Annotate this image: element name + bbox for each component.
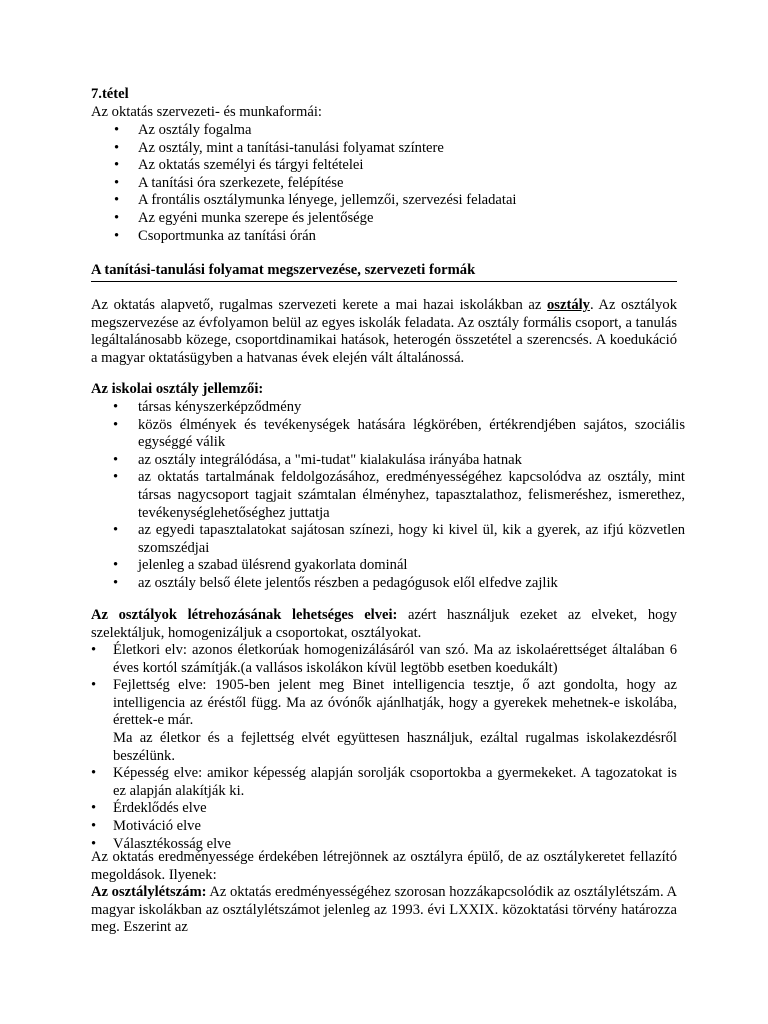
list-item: • Képesség elve: amikor képesség alapján sorolják csoportokba a gyermekeket. A tagozatokat is ez alapján alakítják ki. [91,765,677,800]
list-item: • az osztály integrálódása, a "mi-tudat" kialakulása irányába hatnak [91,452,685,470]
principles-heading: Az osztályok létrehozásának lehetséges elvei: [91,607,398,623]
paragraph-text: azért használjuk ezeket az elveket, hogy szelektáljuk, homogenizáljuk a csoportokat, osztályokat. [91,607,678,641]
list-item: • az osztály belső élete jelentős részben a pedagógusok elől elfedve zajlik [91,575,685,593]
keyword-osztaly: osztály [547,297,590,313]
list-item: • Motiváció elve [91,818,677,836]
section-heading: A tanítási-tanulási folyamat megszervezése, szervezeti formák [91,262,677,282]
paragraph-text: . Az osztályok megszervezése az évfolyamon belül az egyes iskolák feladata. Az osztály formális csoport, a tanulás legáltalánosabb közege, csoportdinamikai hatások, heterogén összetétel a szerencsés. A koedukáció a magyar oktatásügyben a hatvanas évek elején vált általánossá. [91,297,677,366]
list-item [91,677,677,765]
document-title: 7.tétel [91,86,129,102]
list-item-text: Fejlettség elve: 1905-ben jelent meg Binet intelligencia tesztje, ő azt gondolta, hogy az intelligencia az éréstől függ. Ma az óvónők ajánlhatják, hogy a gyerekek mehetnek-e iskolába, érettek-e már. [113,677,677,729]
features-heading: Az iskolai osztály jellemzői: [91,381,264,397]
list-item: • jelenleg a szabad ülésrend gyakorlata dominál [91,557,685,575]
features-list [91,399,685,593]
principle-note: Ma az életkor és a fejlettség elvét együttesen használjuk, ezáltal rugalmas iskolakezdésről beszélünk. [113,729,677,764]
principles-paragraph [91,607,677,642]
principles-list [91,642,677,853]
list-item: • Az egyéni munka szerepe és jelentősége [91,210,677,228]
class-size-heading: Az osztálylétszám: [91,884,207,901]
closing-paragraph: Az oktatás eredményessége érdekében létrejönnek az osztályra épülő, de az osztálykeretet fellazító megoldások. Ilyenek: [91,849,677,883]
list-item: • Az osztály fogalma [91,122,677,140]
class-size-paragraph [91,884,677,937]
paragraph-text: Az oktatás alapvető, rugalmas szervezeti kerete a mai hazai iskolákban az [91,297,547,313]
list-item: • az oktatás tartalmának feldolgozásához, eredményességéhez kapcsolódva az osztály, mint társas nagycsoport tagjait számtalan élményhez, tapasztalathoz, felismeréshez, ismerethez, tevékenységlehetőséghez juttatja [91,469,685,522]
list-item: • Az osztály, mint a tanítási-tanulási folyamat színtere [91,140,677,158]
closing-section [91,849,677,937]
list-item: • az egyedi tapasztalatokat sajátosan színezi, hogy ki kivel ül, kik a gyerek, az ifjú közvetlen szomszédjai [91,522,685,557]
list-item: • társas kényszerképződmény [91,399,685,417]
list-item: • Választékosság elve [91,836,677,854]
topics-intro: Az oktatás szervezeti- és munkaformái: [91,104,322,120]
list-item: • közös élmények és tevékenységek hatására légkörében, értékrendjében sajátos, szociális egységgé válik [91,417,685,452]
list-item: • Csoportmunka az tanítási órán [91,228,677,246]
list-item: • Életkori elv: azonos életkorúak homogenizálásáról van szó. Ma az iskolaérettséget általában 6 éves kortól számítják.(a vallásos iskolákon kívül legtöbb esetben koedukált) [91,642,677,677]
list-item: • A tanítási óra szerkezete, felépítése [91,175,677,193]
topics-list [91,122,677,245]
list-item: • A frontális osztálymunka lényege, jellemzői, szervezési feladatai [91,192,677,210]
list-item: • Az oktatás személyi és tárgyi feltételei [91,157,677,175]
list-item: • Érdeklődés elve [91,800,677,818]
paragraph-text: Az oktatás eredményességéhez szorosan hozzákapcsolódik az osztálylétszám. A magyar iskolákban az osztálylétszámot jelenleg az 1993. évi LXXIX. közoktatási törvény határozza meg. Eszerint az [91,884,677,936]
paragraph-class-definition [91,297,677,367]
